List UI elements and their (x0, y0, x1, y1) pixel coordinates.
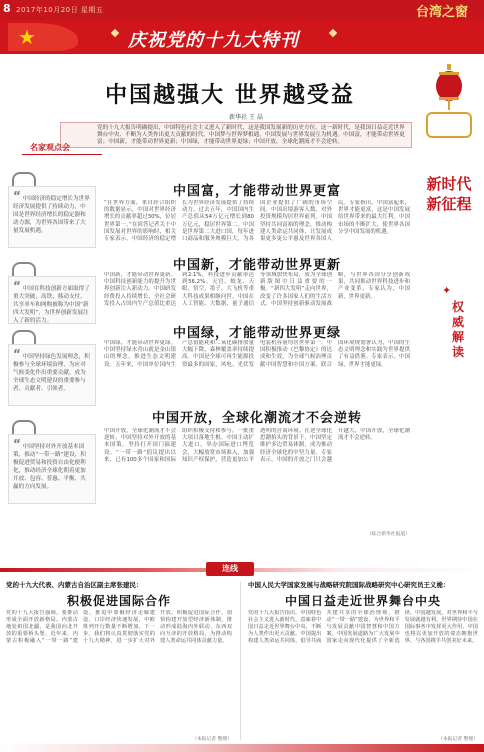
section-quote-card (8, 434, 96, 504)
section-heading: 中国新，才能带动世界更新 (172, 258, 341, 273)
lantern-icon (434, 64, 464, 110)
related-left-body: 党的十九大报告强调，要推动形成全面开放新格局。内蒙古地处祖国北疆，是我国向北开放的重要桥头堡。近年来，内蒙古积极融入“一带一路”建设，推进中蒙俄经济走廊建设，口岸经济快速发展，中欧班列开行数量不断增加。下一步，我们将认真贯彻落实党的十九大精神，进一步扩大对外开放，积极促进国际合作，加快构建开放型经济新体制，推动形成陆海内外联动、东西双向互济的开放格局，为推动构建人类命运共同体贡献力量。 (6, 610, 232, 644)
lead-paragraph: 党的十九大报告明确提出，中国特色社会主义进入了新时代，这是我国发展新的历史方位。这一新时代，是我国日益走近世界舞台中央、不断为人类作出更大贡献的时代。中国梦与世界梦相通，中国发展与世界发展互为机遇。中国富，才能带动世界更富；中国新，才能带动世界更新；中国绿，才能带动世界更绿；中国开放，全球化潮流才不会逆转。 (60, 122, 412, 148)
diamond-ornament-icon (329, 29, 337, 37)
section-heading: 中国富，才能带动世界更富 (172, 184, 341, 199)
page-number: 8 (3, 2, 11, 15)
star-bullet-icon: ✦ (442, 284, 452, 297)
section-quote: 中国坚持绿色发展理念，积极参与全球环境治理，为应对气候变化作出重要贡献，成为全球生态文明建设的重要参与者、贡献者、引领者。 (13, 354, 90, 392)
special-issue-banner (0, 20, 484, 54)
related-ribbon (0, 562, 484, 578)
section-quote: 中国经济的稳定增长为世界经济发展提供了持续动力，中国是世界经济增长的稳定器和动力源，为世界各国带来了大量发展机遇。 (13, 196, 90, 234)
section-body: “在世界方面，来自经合组织的数据显示，中国对世界经济增长的贡献率超过30%，位居世界第一。”在回答记者关于中国发展对世界的影响时，相关专家表示。中国经济的稳定增长为世界经济发展提供了持续动力。过去五年，中国国内生产总值从54万亿元增长到80万亿元，稳居世界第二。中国是世界第二大进口国，每年进口商品和服务规模巨大，为各国企业提供了广阔的市场空间。中国出境游客人数、对外投资规模均居世界前列。中国坚持共同富裕的理念，推动构建人类命运共同体，让发展成果更多更公平惠及世界各国人民。专家指出，中国富起来，世界才能更富，这是中国发展给世界带来的最大红利。中国市场的不断扩大，使世界各国分享中国发展的机遇。 (104, 200, 410, 243)
party-flag-icon: ★ (8, 23, 78, 51)
section-body: 中国开放，全球化潮流才不会逆转。中国坚持对外开放的基本国策，坚持打开国门搞建设。“一带一路”倡议提出以来，已有100多个国家和国际组织积极支持和参与，一批重大项目落地生根。中国主动扩大进口，举办国际进口博览会，大幅放宽市场准入，加强知识产权保护，营造更加公平透明的营商环境。在逆全球化思潮抬头的背景下，中国坚定维护多边贸易体制，成为推动经济全球化的中坚力量。专家表示，中国的开放之门只会越开越大，中国开放，全球化潮流才不会逆转。 (104, 428, 410, 463)
footer-rule (0, 744, 484, 752)
quote-mark-icon: “ (13, 189, 21, 203)
side-slogan: 新时代 新征程 (426, 175, 472, 213)
related-right-body: 党的十九大报告指出，中国特色社会主义进入新时代，意味着中国日益走近世界舞台中央、不断为人类作出更大贡献。中国提出构建人类命运共同体，倡导共商共建共享的全球治理观，推动“一带一路”建设，为世界和平与发展贡献中国智慧和中国方案。中国发展道路为广大发展中国家走向现代化提供了全新选择。中国越发展，对世界和平与发展就越有利。世界期待中国在国际事务中发挥更大作用，中国也将以更加开放的姿态拥抱世界，与各国携手共创美好未来。 (248, 610, 478, 644)
column-divider (240, 582, 241, 740)
section-heading: 中国开放，全球化潮流才不会逆转 (151, 411, 362, 426)
section-body: 中国绿，才能带动世界更绿。中国坚持绿水青山就是金山银山的理念，推进生态文明建设。五年来，中国单位国内生产总值能耗和二氧化碳排放量大幅下降，森林覆盖率持续提高。中国是全球可再生能源投资最多的国家，风电、光伏发电装机容量均居世界第一。中国积极推动《巴黎协定》的达成和生效，为全球气候治理贡献中国智慧和中国方案。联合国环境规划署认为，中国的生态文明理念和实践为世界提供了有益借鉴。专家表示，中国绿，世界才能更绿。 (104, 340, 410, 368)
gold-frame-ornament (426, 112, 472, 138)
masthead-logo: 台湾之窗 (415, 5, 468, 20)
section-body: 中国新，才能带动世界更新。中国科技创新能力的提升为世界创新注入新动力。中国研发经费投入持续增长，全社会研发投入占国内生产总值比重达到2.1%，科技进步贡献率达到56.2%。天宫、蛟龙、天眼、悟空、墨子、大飞机等重大科技成果相继问世。中国在人工智能、大数据、量子通信等领域加快布局，成为全球创新版图中日益重要的一极。“新四大发明”走向世界，改变了许多国家人们的生活方式。中国坚持创新驱动发展战略，与世界各国分享创新成果，共同推动世界科技进步和产业变革。专家认为，中国新，世界更新。 (104, 272, 410, 307)
byline: 新华社 王 晶 (229, 114, 263, 121)
related-left-credit: （本报记者 整理） (192, 737, 232, 742)
dateline: 2017年10月20日 星期五 (16, 6, 104, 14)
source-note: （综合新华社报道） (366, 532, 410, 537)
related-left-kicker: 党的十九大代表、内蒙古自治区副主席张建民： (6, 581, 143, 589)
column-badge (22, 142, 102, 154)
section-heading: 中国绿，才能带动世界更绿 (172, 326, 341, 341)
side-column-name: 权威解读 (451, 300, 464, 359)
quote-mark-icon: “ (13, 279, 21, 293)
top-bar (0, 0, 484, 20)
diamond-ornament-icon (111, 29, 119, 37)
section-quote: 中国在科技创新方面取得了重大突破，高铁、移动支付、共享单车和网购被称为中国“新四大发明”，为世界创新发展注入了新的活力。 (13, 286, 90, 324)
badge-underline (22, 154, 102, 155)
related-right-credit: （本报记者 整理） (438, 737, 478, 742)
related-label: 连线 (206, 562, 254, 576)
section-quote-card (8, 186, 96, 248)
related-right-kicker: 中国人民大学国家发展与战略研究院国际战略研究中心研究员王义桅： (248, 581, 450, 589)
related-right-headline: 中国日益走近世界舞台中央 (284, 594, 441, 608)
quote-mark-icon: “ (13, 437, 21, 451)
banner-title: 庆祝党的十九大特刊 (128, 30, 299, 51)
column-badge-label: 名家观点会 (30, 143, 70, 152)
section-quote-card (8, 276, 96, 324)
quote-mark-icon: “ (13, 347, 21, 361)
page-headline: 中国越强大 世界越受益 (105, 82, 355, 108)
section-quote: 中国坚持对外开放基本国策，推动“一带一路”建设，积极促进贸易和投资自由化便利化，推动经济全球化朝着更加开放、包容、普惠、平衡、共赢的方向发展。 (13, 444, 86, 490)
section-quote-card (8, 344, 96, 406)
related-left-headline: 积极促进国际合作 (66, 594, 171, 608)
